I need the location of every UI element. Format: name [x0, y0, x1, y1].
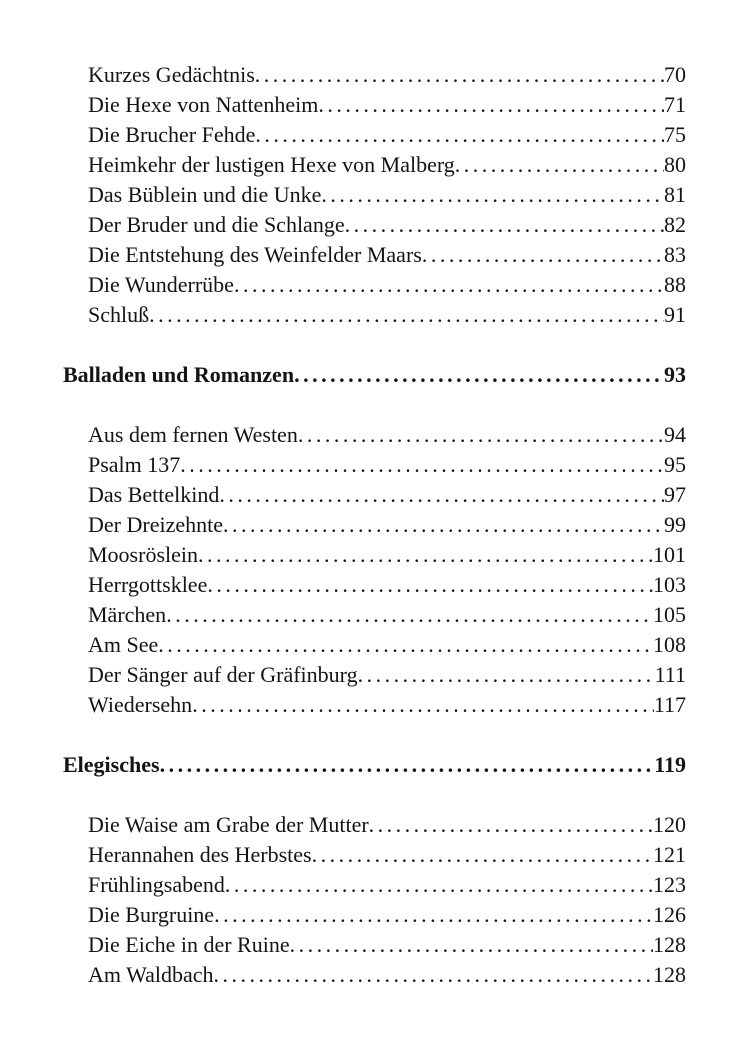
- toc-entry[interactable]: [63, 540, 686, 570]
- leader-dots: [207, 570, 653, 600]
- toc-entry-title: Die Burgruine: [88, 902, 215, 927]
- toc-entry-page: 128: [653, 962, 686, 987]
- toc-entry-title: Heimkehr der lustigen Hexe von Malberg: [88, 152, 455, 177]
- toc-entry-title: Die Brucher Fehde: [88, 122, 256, 147]
- leader-dots: [358, 660, 655, 690]
- toc-entry[interactable]: [63, 300, 686, 330]
- toc-entry-title: Die Entstehung des Weinfelder Maars: [88, 242, 422, 267]
- toc-entry-page: 97: [664, 482, 686, 507]
- toc-entry-title: Die Wunderrübe: [88, 272, 234, 297]
- leader-dots: [149, 300, 664, 330]
- toc-entry-page: 83: [664, 242, 686, 267]
- toc-entry-page: 128: [653, 932, 686, 957]
- toc-entry-title: Wiedersehn: [88, 692, 193, 717]
- toc-entry[interactable]: [63, 660, 686, 690]
- toc-section-title: Elegisches: [63, 752, 160, 777]
- toc-entry[interactable]: [63, 90, 686, 120]
- toc-entry-title: Herannahen des Herbstes: [88, 842, 312, 867]
- toc-entry[interactable]: [63, 690, 686, 720]
- toc-entry-title: Moosröslein: [88, 542, 198, 567]
- leader-dots: [345, 210, 664, 240]
- toc-entry-page: 120: [653, 812, 686, 837]
- toc-entry-title: Am Waldbach: [88, 962, 214, 987]
- toc-entry[interactable]: [63, 930, 686, 960]
- leader-dots: [298, 420, 664, 450]
- toc-entry-page: 91: [664, 302, 686, 327]
- leader-dots: [166, 600, 653, 630]
- toc-entry[interactable]: [63, 810, 686, 840]
- toc-entry[interactable]: [63, 510, 686, 540]
- toc-entry-page: 82: [664, 212, 686, 237]
- leader-dots: [312, 840, 653, 870]
- toc-entry-title: Schluß: [88, 302, 150, 327]
- toc-entry[interactable]: [63, 450, 686, 480]
- toc-entry-page: 108: [653, 632, 686, 657]
- toc-entry-title: Die Eiche in der Ruine: [88, 932, 290, 957]
- toc-entry-page: 70: [664, 62, 686, 87]
- toc-entry-page: 99: [664, 512, 686, 537]
- toc-entry-page: 80: [664, 152, 686, 177]
- toc-entry[interactable]: [63, 60, 686, 90]
- leader-dots: [214, 900, 653, 930]
- leader-dots: [294, 360, 664, 390]
- toc-entry[interactable]: [63, 840, 686, 870]
- toc-entry-page: 123: [653, 872, 686, 897]
- toc-entry[interactable]: [63, 210, 686, 240]
- toc-entry[interactable]: [63, 270, 686, 300]
- toc-entry-title: Herrgottsklee: [88, 572, 208, 597]
- toc-entry-title: Psalm 137: [88, 452, 181, 477]
- leader-dots: [223, 510, 664, 540]
- toc-section-header[interactable]: [63, 750, 686, 780]
- leader-dots: [225, 870, 653, 900]
- leader-dots: [234, 270, 664, 300]
- leader-dots: [192, 690, 654, 720]
- toc-entry-page: 94: [664, 422, 686, 447]
- toc-entry-page: 117: [653, 692, 686, 717]
- toc-entry[interactable]: [63, 960, 686, 990]
- toc-section-title: Balladen und Romanzen: [63, 362, 295, 387]
- leader-dots: [422, 240, 664, 270]
- toc-entry-title: Kurzes Gedächtnis: [88, 62, 255, 87]
- toc-entry-title: Frühlingsabend: [88, 872, 225, 897]
- toc-entry-title: Märchen: [88, 602, 167, 627]
- leader-dots: [255, 120, 664, 150]
- toc-entry-title: Das Büblein und die Unke: [88, 182, 322, 207]
- toc-entry[interactable]: [63, 630, 686, 660]
- toc-section-page: 119: [654, 752, 686, 777]
- toc-entry-page: 88: [664, 272, 686, 297]
- toc-section-header[interactable]: [63, 360, 686, 390]
- toc-entry[interactable]: [63, 120, 686, 150]
- toc-entry[interactable]: [63, 180, 686, 210]
- toc-entry-page: 126: [653, 902, 686, 927]
- toc-entry-title: Der Bruder und die Schlange: [88, 212, 345, 237]
- toc-entry[interactable]: [63, 240, 686, 270]
- toc-entry[interactable]: [63, 870, 686, 900]
- toc-entry-title: Der Dreizehnte: [88, 512, 223, 537]
- leader-dots: [255, 60, 664, 90]
- leader-dots: [160, 750, 655, 780]
- toc-entry-page: 103: [653, 572, 686, 597]
- leader-dots: [290, 930, 653, 960]
- toc-entry-page: 101: [653, 542, 686, 567]
- toc-entry[interactable]: [63, 480, 686, 510]
- toc-entry[interactable]: [63, 900, 686, 930]
- toc-entry-title: Aus dem fernen Westen: [88, 422, 298, 447]
- toc-entry-title: Der Sänger auf der Gräfinburg: [88, 662, 358, 687]
- toc-entry[interactable]: [63, 150, 686, 180]
- toc-entry-page: 81: [664, 182, 686, 207]
- toc-entry-title: Am See: [88, 632, 159, 657]
- toc-entry-page: 95: [664, 452, 686, 477]
- toc-entry-page: 71: [664, 92, 686, 117]
- toc-entry-title: Die Waise am Grabe der Mutter: [88, 812, 369, 837]
- leader-dots: [318, 90, 664, 120]
- toc-entry-page: 75: [664, 122, 686, 147]
- toc-section-page: 93: [664, 362, 686, 387]
- leader-dots: [369, 810, 653, 840]
- leader-dots: [180, 450, 664, 480]
- toc-entry-page: 111: [654, 662, 686, 687]
- toc-entry-page: 105: [653, 602, 686, 627]
- toc-entry-title: Das Bettelkind: [88, 482, 220, 507]
- leader-dots: [321, 180, 664, 210]
- leader-dots: [455, 150, 664, 180]
- leader-dots: [198, 540, 653, 570]
- toc-entry[interactable]: [63, 420, 686, 450]
- leader-dots: [214, 960, 653, 990]
- toc-entry[interactable]: [63, 600, 686, 630]
- toc-entry-title: Die Hexe von Nattenheim: [88, 92, 319, 117]
- leader-dots: [219, 480, 664, 510]
- toc-entry[interactable]: [63, 570, 686, 600]
- leader-dots: [158, 630, 653, 660]
- toc-entry-page: 121: [653, 842, 686, 867]
